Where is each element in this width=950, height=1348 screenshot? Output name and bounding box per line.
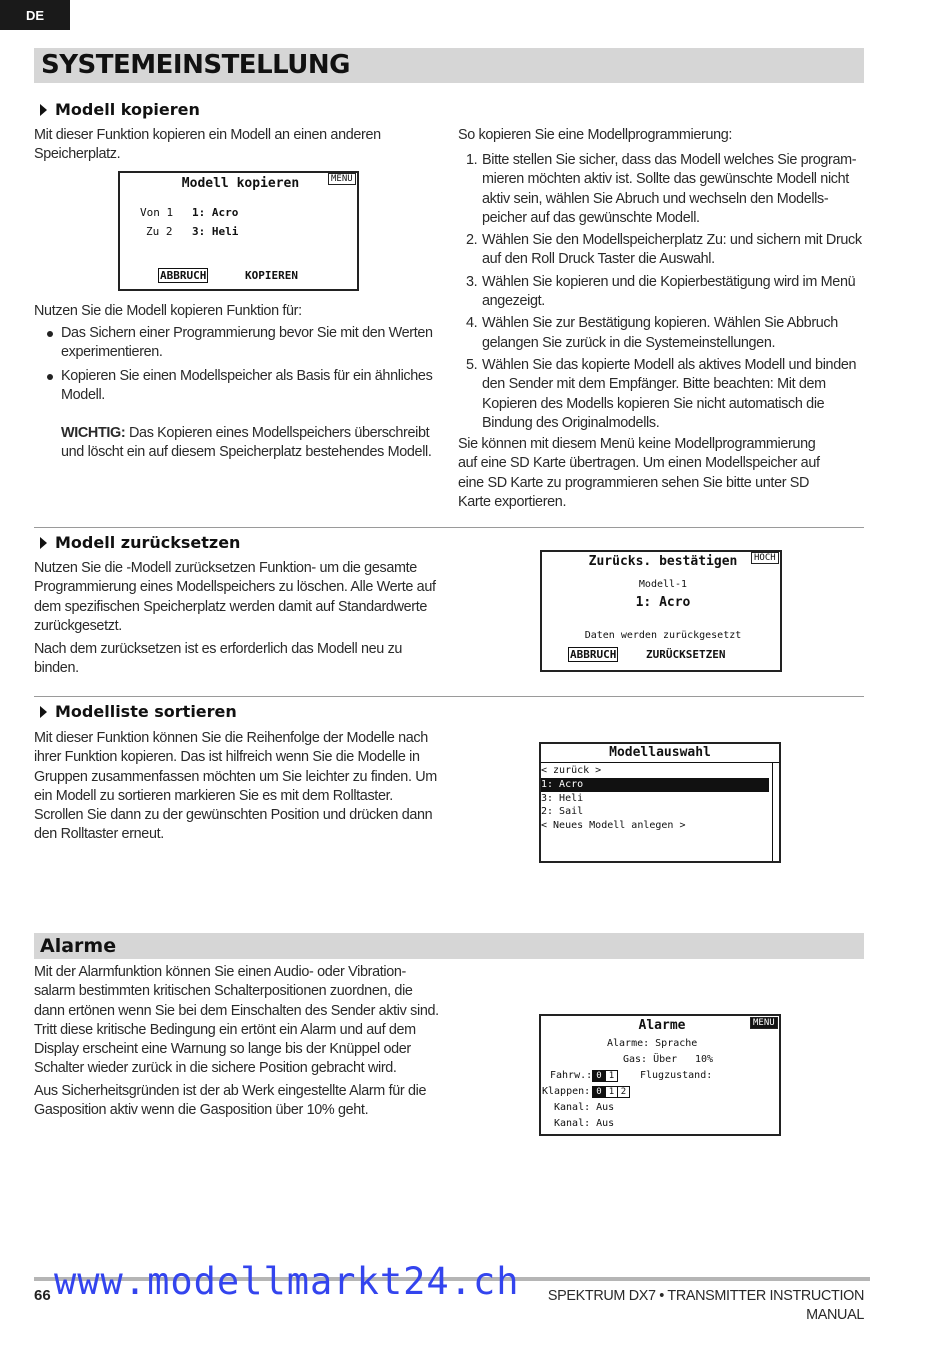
list-item: Kopieren Sie einen Modellspeicher als Basis für ein ähnliches Modell. — [34, 367, 434, 406]
list-item: 1. Bitte stellen Sie sicher, dass das Modell welches Sie program-mieren möchten aktiv ist. Sollte das gewünschte Modell nicht aktiv sein, wählen Sie Abruch und wechseln den Modells-peicher auf das gewünschte Modell. — [466, 152, 857, 226]
copy-heading-text: Modell kopieren — [55, 100, 200, 119]
alarm-lcd-gas-value[interactable]: 10% — [695, 1054, 714, 1065]
page-title: SYSTEMEINSTELLUNG — [34, 48, 864, 83]
reset-heading — [40, 533, 240, 552]
copy-heading — [40, 100, 200, 119]
sort-heading-text: Modelliste sortieren — [55, 702, 237, 721]
alarm-paragraph-1: Mit der Alarmfunktion können Sie einen Audio- oder Vibration-salarm bestimmten kritischen Schalterpositionen zuordnen, die dann ertönen wenn Sie bei dem Einschalten des Sender aktiv sind. Tritt diese kritische Bedingung ein ertönt ein Alarm und auf dem Display erscheint eine Warnung so lange bis der Knüppel oder Schalter wieder zurück in die sichere Position gebracht wird. — [34, 964, 439, 1077]
list-item: 5. Wählen Sie das kopierte Modell als aktives Modell und binden den Sender mit dem Empfänger. Bitte beachten: Mit dem Kopieren des Modells kopieren Sie nicht automatisch die Bindung des Originalmodells. — [466, 356, 857, 431]
manual-title: SPEKTRUM DX7 • TRANSMITTER INSTRUCTION MANUAL — [547, 1288, 864, 1324]
list-item: 4. Wählen Sie zur Bestätigung kopieren. Wählen Sie Abbruch gelangen Sie zurück in die Systemeinstellungen. — [466, 315, 838, 351]
copy-use-list — [34, 324, 434, 409]
copy-lcd-title: Modell kopieren — [181, 176, 300, 191]
copy-lcd-confirm-button[interactable]: KOPIEREN — [245, 269, 298, 282]
alarm-lcd-kanal-2[interactable]: Kanal: Aus — [554, 1118, 615, 1129]
alarm-lcd-flugzustand-label: Flugzustand: — [640, 1070, 713, 1081]
alarm-lcd-menu-tag: MENU — [750, 1017, 778, 1029]
copy-intro: Mit dieser Funktion kopieren ein Modell an einen anderen Speicherplatz. — [34, 127, 381, 163]
reset-lcd-menu-tag: HOCH — [751, 552, 779, 564]
section-divider — [34, 527, 864, 528]
copy-important-note — [61, 424, 437, 463]
sort-lcd-title: Modellauswahl — [609, 745, 711, 760]
switch-position-box[interactable]: 1 — [605, 1087, 617, 1097]
alarm-lcd-klappen-switch[interactable] — [592, 1086, 630, 1098]
triangle-bullet-icon — [40, 104, 47, 116]
alarm-lcd-title: Alarme — [638, 1018, 686, 1033]
copy-use-intro: Nutzen Sie die Modell kopieren Funktion für: — [34, 303, 302, 319]
copy-lcd-to-value[interactable]: 3: Heli — [192, 225, 239, 238]
reset-paragraph-1: Nutzen Sie die -Modell zurücksetzen Funktion- um die gesamte Programmierung eines Modellspeichers zu löschen. Alle Werte auf dem spezifischen Speicherplatz werden damit auf Standardwerte zurückgesetzt. — [34, 560, 436, 634]
reset-lcd-cancel-button[interactable]: ABBRUCH — [570, 648, 617, 661]
copy-lcd-from-label: Von 1 — [140, 206, 174, 219]
list-item[interactable]: 3: Heli — [541, 792, 584, 804]
reset-lcd-screen — [540, 550, 782, 672]
reset-lcd-title: Zurücks. bestätigen — [588, 554, 738, 569]
sort-lcd-screen — [539, 742, 781, 863]
watermark: www.modellmarkt24.ch — [54, 1260, 520, 1303]
sort-paragraph: Mit dieser Funktion können Sie die Reihenfolge der Modelle nach ihrer Funktion kopieren. Das ist hilfreich wenn Sie die Modelle in Gruppen zusammenfassen möchten um Sie leichter zu finden. Um ein Modell zu sortieren markieren Sie es mit dem Rolltaster. Scrollen Sie dann zu der gewünschten Position und drücken dann den Rolltaster erneut. — [34, 730, 437, 843]
important-label: WICHTIG: — [61, 425, 126, 441]
list-item[interactable]: < zurück > — [541, 765, 602, 776]
sort-heading — [40, 702, 237, 721]
language-tab: DE — [0, 0, 70, 30]
list-item[interactable]: 1: Acro — [541, 778, 769, 792]
alarm-lcd-fahrw-switch[interactable] — [592, 1070, 618, 1082]
important-text: Das Kopieren eines Modellspeichers überschreibt und löscht ein auf diesem Speicherplatz bestehendes Modell. — [61, 425, 432, 461]
bullet-dot-icon — [47, 374, 53, 380]
copy-lcd-cancel-button[interactable]: ABBRUCH — [160, 269, 207, 282]
switch-position-box[interactable]: 0 — [593, 1087, 605, 1097]
sort-lcd-scrollbar[interactable] — [772, 763, 773, 861]
list-item: 2. Wählen Sie den Modellspeicherplatz Zu: und sichern mit Druck auf den Roll Druck Taster die Auswahl. — [466, 232, 862, 268]
list-item[interactable]: < Neues Modell anlegen > — [541, 820, 686, 832]
reset-paragraph-2: Nach dem zurücksetzen ist es erforderlich das Modell neu zu binden. — [34, 641, 403, 677]
switch-position-box[interactable]: 0 — [593, 1071, 605, 1081]
copy-lcd-menu-tag: MENU — [328, 173, 356, 185]
reset-lcd-model-label: Modell-1 — [638, 579, 688, 590]
list-item: Das Sichern einer Programmierung bevor Sie mit den Werten experimentieren. — [34, 324, 434, 363]
switch-position-box[interactable]: 2 — [617, 1087, 629, 1097]
switch-position-box[interactable]: 1 — [605, 1071, 617, 1081]
list-item[interactable]: 2: Sail — [541, 806, 584, 818]
sort-lcd-list — [541, 764, 769, 833]
triangle-bullet-icon — [40, 706, 47, 718]
reset-heading-text: Modell zurücksetzen — [55, 533, 241, 552]
sort-lcd-divider — [541, 762, 779, 763]
copy-sd-note: Sie können mit diesem Menü keine Modellprogrammierung auf eine SD Karte übertragen. Um einen Modellspeicher auf eine SD Karte zu programmieren sehen Sie bitte unter SD Karte exportieren. — [458, 436, 820, 510]
copy-lcd-from-value[interactable]: 1: Acro — [192, 206, 239, 219]
page-number: 66 — [34, 1287, 51, 1304]
alarm-lcd-fahrw-label: Fahrw.: — [550, 1070, 593, 1081]
alarm-lcd-klappen-label: Klappen: — [542, 1086, 591, 1097]
copy-steps-list — [458, 151, 868, 433]
reset-lcd-model-value: 1: Acro — [635, 595, 691, 610]
reset-lcd-confirm-button[interactable]: ZURÜCKSETZEN — [646, 648, 726, 661]
copy-lcd-screen — [118, 171, 359, 291]
alarm-section-title: Alarme — [34, 933, 864, 959]
alarm-lcd-screen — [539, 1014, 781, 1136]
alarm-paragraph-2: Aus Sicherheitsgründen ist der ab Werk eingestellte Alarm für die Gasposition aktiv wenn die Gasposition über 10% geht. — [34, 1083, 427, 1119]
alarm-lcd-kanal-1[interactable]: Kanal: Aus — [554, 1102, 615, 1113]
reset-lcd-note: Daten werden zurückgesetzt — [584, 630, 742, 641]
list-item: 3. Wählen Sie kopieren und die Kopierbestätigung wird im Menü angezeigt. — [466, 273, 856, 310]
copy-lcd-to-label: Zu 2 — [146, 225, 173, 238]
section-divider — [34, 696, 864, 697]
alarm-lcd-gas-label: Gas: Über — [623, 1054, 678, 1065]
copy-steps-intro: So kopieren Sie eine Modellprogrammierung: — [458, 127, 733, 143]
alarm-lcd-type[interactable]: Alarme: Sprache — [607, 1038, 698, 1049]
triangle-bullet-icon — [40, 537, 47, 549]
bullet-dot-icon — [47, 331, 53, 337]
